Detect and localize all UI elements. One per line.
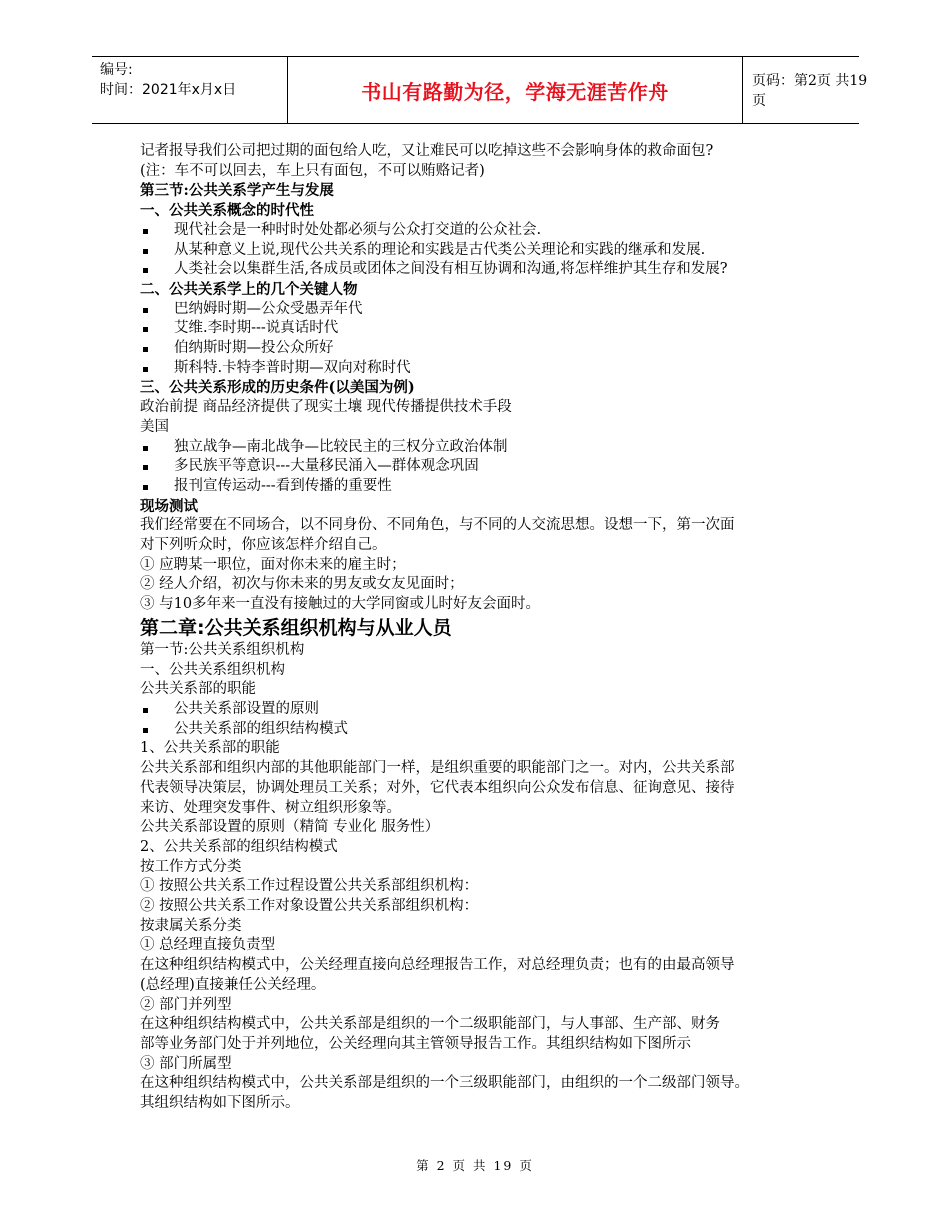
text-line: 在这种组织结构模式中，公共关系部是组织的一个三级职能部门，由组织的一个二级部门领导。 <box>140 1075 749 1092</box>
bullet-item: 斯科特.卡特李普时期—双向对称时代 <box>140 359 820 379</box>
text-line: 其组织结构如下图所示。 <box>140 1095 300 1112</box>
document-body <box>140 142 820 1114</box>
text-line: 按隶属关系分类 <box>140 917 242 934</box>
text-line: 第一节:公共关系组织机构 <box>140 641 305 658</box>
bullet-item: 多民族平等意识---大量移民涌入—群体观念巩固 <box>140 457 820 477</box>
text-line: 代表领导决策层，协调处理员工关系；对外，它代表本组织向公众发布信息、征询意见、接待 <box>140 779 735 796</box>
text-line: ① 总经理直接负责型 <box>140 937 276 954</box>
text-line: 政治前提 商品经济提供了现实土壤 现代传播提供技术手段 <box>140 399 512 416</box>
text-line: 在这种组织结构模式中，公共关系部是组织的一个二级职能部门，与人事部、生产部、财务 <box>140 1016 720 1033</box>
section-heading: 现场测试 <box>140 497 198 515</box>
text-line: ③ 与10多年来一直没有接触过的大学同窗或儿时好友会面时。 <box>140 596 541 613</box>
text-line: 在这种组织结构模式中，公关经理直接向总经理报告工作，对总经理负责；也有的由最高领导 <box>140 957 735 974</box>
header-motto: 书山有路勤为径，学海无涯苦作舟 <box>361 79 669 104</box>
text-line: ② 经人介绍，初次与你未来的男友或女友见面时； <box>140 576 464 593</box>
bullet-item: 公共关系部的组织结构模式 <box>140 720 820 740</box>
section-heading: 一、公共关系概念的时代性 <box>140 202 314 220</box>
text-line: 美国 <box>140 418 169 435</box>
document-number-label: 编号: <box>100 62 133 78</box>
text-line: 1、公共关系部的职能 <box>140 740 280 757</box>
text-line: (总经理)直接兼任公关经理。 <box>140 976 326 993</box>
text-line: 2、公共关系部的组织结构模式 <box>140 838 338 855</box>
text-line: ① 应聘某一职位，面对你未来的雇主时； <box>140 556 406 573</box>
text-line: ① 按照公共关系工作过程设置公共关系部组织机构： <box>140 878 479 895</box>
text-line: 部等业务部门处于并列地位，公关经理向其主管领导报告工作。其组织结构如下图所示 <box>140 1035 691 1052</box>
document-time-label: 时间：2021年x月x日 <box>100 82 237 98</box>
header-page-number: 页码：第2页 共19页 <box>752 73 868 109</box>
text-line: ② 按照公共关系工作对象设置公共关系部组织机构： <box>140 898 479 915</box>
text-line: 一、公共关系组织机构 <box>140 661 285 678</box>
text-line: 公共关系部的职能 <box>140 681 256 698</box>
bullet-item: 报刊宣传运动---看到传播的重要性 <box>140 477 820 497</box>
text-line: ③ 部门所属型 <box>140 1055 232 1072</box>
text-line: 对下列听众时，你应该怎样介绍自己。 <box>140 537 387 554</box>
page-footer: 第 2 页 共 19 页 <box>416 1158 534 1173</box>
text-line: ② 部门并列型 <box>140 996 232 1013</box>
bullet-item: 伯纳斯时期—投公众所好 <box>140 339 820 359</box>
bullet-item: 现代社会是一种时时处处都必须与公众打交道的公众社会. <box>140 221 820 241</box>
header-meta <box>92 57 287 123</box>
text-line: 来访、处理突发事件、树立组织形象等。 <box>140 799 401 816</box>
text-line: 我们经常要在不同场合，以不同身份、不同角色，与不同的人交流思想。设想一下，第一次面 <box>140 517 735 534</box>
text-line: 公共关系部和组织内部的其他职能部门一样，是组织重要的职能部门之一。对内，公共关系部 <box>140 760 735 777</box>
page-header <box>92 56 868 124</box>
section-heading: 三、公共关系形成的历史条件(以美国为例) <box>140 379 415 397</box>
bullet-item: 公共关系部设置的原则 <box>140 700 820 720</box>
header-motto-cell <box>287 57 743 123</box>
header-page-cell <box>742 57 869 123</box>
text-line: (注：车不可以回去，车上只有面包，不可以贿赂记者) <box>140 162 485 179</box>
bullet-item: 人类社会以集群生活,各成员或团体之间没有相互协调和沟通,将怎样维护其生存和发展? <box>140 260 820 280</box>
bullet-item: 从某种意义上说,现代公共关系的理论和实践是古代类公关理论和实践的继承和发展. <box>140 241 820 261</box>
section-heading: 第三节:公共关系学产生与发展 <box>140 182 334 200</box>
bullet-item: 艾维.李时期---说真话时代 <box>140 319 820 339</box>
text-line: 按工作方式分类 <box>140 858 242 875</box>
bullet-item: 巴纳姆时期—公众受愚弄年代 <box>140 300 820 320</box>
section-heading: 二、公共关系学上的几个关键人物 <box>140 280 358 298</box>
bullet-item: 独立战争—南北战争—比较民主的三权分立政治体制 <box>140 438 820 458</box>
chapter-heading: 第二章:公共关系组织机构与从业人员 <box>140 616 452 639</box>
text-line: 公共关系部设置的原则（精简 专业化 服务性） <box>140 819 440 836</box>
text-line: 记者报导我们公司把过期的面包给人吃，又让难民可以吃掉这些不会影响身体的救命面包? <box>140 143 714 159</box>
